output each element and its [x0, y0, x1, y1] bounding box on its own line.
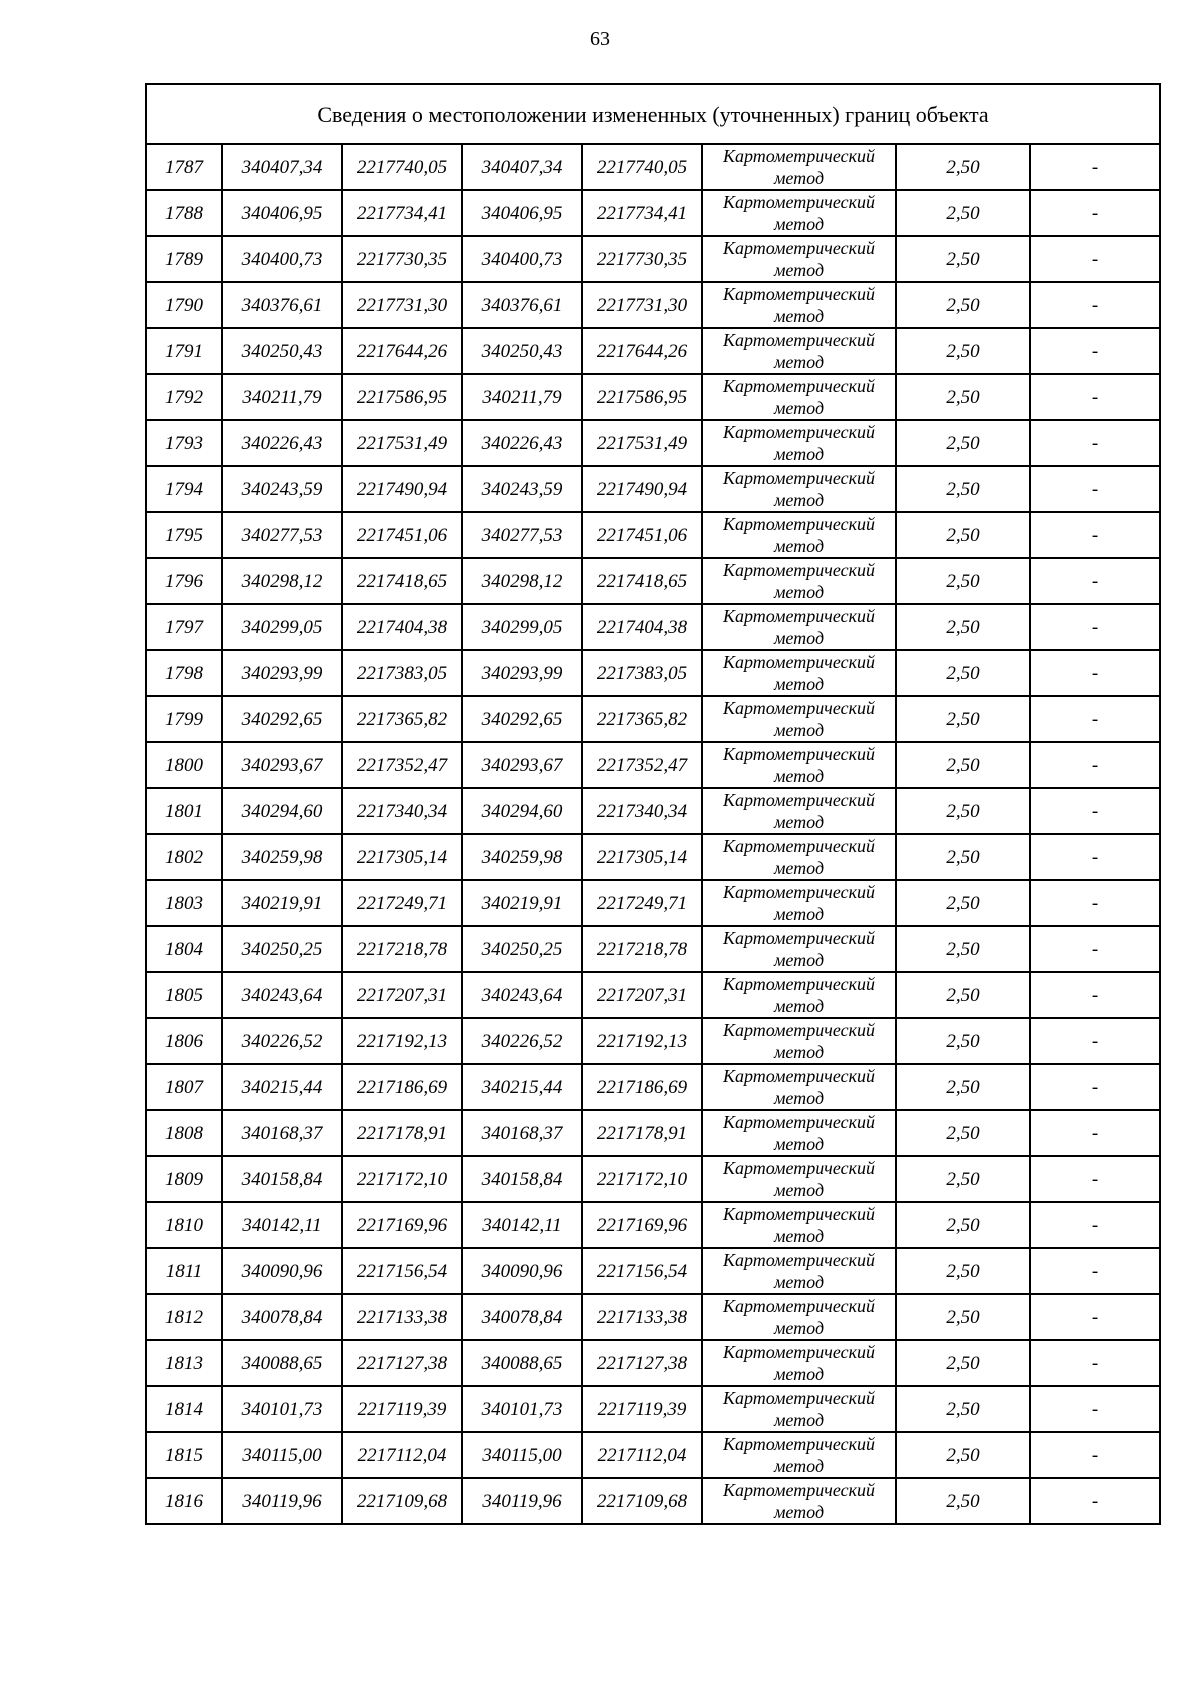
- table-row: [146, 1294, 1160, 1340]
- cell-x-new: 340119,96: [462, 1478, 582, 1524]
- cell-method: Картометрический метод: [702, 1248, 896, 1294]
- table-row: [146, 420, 1160, 466]
- cell-y-new: 2217249,71: [582, 880, 702, 926]
- cell-y-old: 2217172,10: [342, 1156, 462, 1202]
- cell-x-old: 340119,96: [222, 1478, 342, 1524]
- cell-y-new: 2217156,54: [582, 1248, 702, 1294]
- cell-x-new: 340168,37: [462, 1110, 582, 1156]
- cell-x-old: 340293,99: [222, 650, 342, 696]
- cell-x-old: 340168,37: [222, 1110, 342, 1156]
- cell-x-new: 340211,79: [462, 374, 582, 420]
- cell-y-new: 2217305,14: [582, 834, 702, 880]
- cell-method: Картометрический метод: [702, 1156, 896, 1202]
- cell-x-new: 340407,34: [462, 144, 582, 190]
- cell-y-old: 2217365,82: [342, 696, 462, 742]
- cell-accuracy: 2,50: [896, 696, 1030, 742]
- cell-method: Картометрический метод: [702, 834, 896, 880]
- cell-point-number: 1813: [146, 1340, 222, 1386]
- cell-method: Картометрический метод: [702, 328, 896, 374]
- table-title: Сведения о местоположении измененных (уточненных) границ объекта: [146, 84, 1160, 144]
- cell-point-number: 1793: [146, 420, 222, 466]
- cell-point-number: 1801: [146, 788, 222, 834]
- cell-x-old: 340088,65: [222, 1340, 342, 1386]
- cell-y-new: 2217172,10: [582, 1156, 702, 1202]
- cell-x-new: 340400,73: [462, 236, 582, 282]
- table-row: [146, 1432, 1160, 1478]
- cell-accuracy: 2,50: [896, 236, 1030, 282]
- cell-method: Картометрический метод: [702, 374, 896, 420]
- cell-note: -: [1030, 1478, 1160, 1524]
- boundary-table-container: [145, 83, 1159, 1525]
- cell-note: -: [1030, 466, 1160, 512]
- cell-accuracy: 2,50: [896, 788, 1030, 834]
- cell-note: -: [1030, 420, 1160, 466]
- cell-accuracy: 2,50: [896, 1340, 1030, 1386]
- cell-x-new: 340078,84: [462, 1294, 582, 1340]
- table-row: [146, 282, 1160, 328]
- cell-point-number: 1816: [146, 1478, 222, 1524]
- cell-y-old: 2217740,05: [342, 144, 462, 190]
- cell-x-old: 340407,34: [222, 144, 342, 190]
- cell-x-new: 340376,61: [462, 282, 582, 328]
- cell-y-new: 2217340,34: [582, 788, 702, 834]
- cell-x-old: 340078,84: [222, 1294, 342, 1340]
- cell-point-number: 1787: [146, 144, 222, 190]
- cell-x-old: 340299,05: [222, 604, 342, 650]
- cell-method: Картометрический метод: [702, 650, 896, 696]
- cell-method: Картометрический метод: [702, 512, 896, 558]
- cell-point-number: 1798: [146, 650, 222, 696]
- cell-accuracy: 2,50: [896, 1248, 1030, 1294]
- cell-accuracy: 2,50: [896, 374, 1030, 420]
- cell-note: -: [1030, 788, 1160, 834]
- cell-y-old: 2217731,30: [342, 282, 462, 328]
- table-row: [146, 1478, 1160, 1524]
- cell-x-old: 340277,53: [222, 512, 342, 558]
- cell-y-old: 2217186,69: [342, 1064, 462, 1110]
- cell-x-new: 340088,65: [462, 1340, 582, 1386]
- cell-note: -: [1030, 1110, 1160, 1156]
- table-row: [146, 558, 1160, 604]
- cell-y-old: 2217249,71: [342, 880, 462, 926]
- cell-method: Картометрический метод: [702, 696, 896, 742]
- cell-y-new: 2217531,49: [582, 420, 702, 466]
- cell-method: Картометрический метод: [702, 282, 896, 328]
- cell-y-old: 2217305,14: [342, 834, 462, 880]
- cell-method: Картометрический метод: [702, 880, 896, 926]
- cell-accuracy: 2,50: [896, 1294, 1030, 1340]
- cell-x-old: 340226,52: [222, 1018, 342, 1064]
- cell-note: -: [1030, 834, 1160, 880]
- table-row: [146, 512, 1160, 558]
- cell-x-old: 340090,96: [222, 1248, 342, 1294]
- cell-x-new: 340226,43: [462, 420, 582, 466]
- cell-x-new: 340090,96: [462, 1248, 582, 1294]
- cell-y-new: 2217169,96: [582, 1202, 702, 1248]
- table-row: [146, 604, 1160, 650]
- cell-y-old: 2217531,49: [342, 420, 462, 466]
- page-number: 63: [590, 28, 610, 50]
- cell-y-new: 2217451,06: [582, 512, 702, 558]
- table-title-row: [146, 84, 1160, 144]
- cell-x-new: 340243,59: [462, 466, 582, 512]
- cell-note: -: [1030, 880, 1160, 926]
- boundary-table: [145, 83, 1161, 1525]
- cell-note: -: [1030, 1432, 1160, 1478]
- cell-y-old: 2217119,39: [342, 1386, 462, 1432]
- cell-x-new: 340226,52: [462, 1018, 582, 1064]
- cell-x-old: 340376,61: [222, 282, 342, 328]
- cell-note: -: [1030, 558, 1160, 604]
- cell-y-new: 2217218,78: [582, 926, 702, 972]
- cell-note: -: [1030, 926, 1160, 972]
- cell-accuracy: 2,50: [896, 1110, 1030, 1156]
- cell-x-new: 340215,44: [462, 1064, 582, 1110]
- table-body: [146, 144, 1160, 1524]
- cell-accuracy: 2,50: [896, 558, 1030, 604]
- table-row: [146, 190, 1160, 236]
- cell-accuracy: 2,50: [896, 650, 1030, 696]
- cell-x-old: 340215,44: [222, 1064, 342, 1110]
- cell-accuracy: 2,50: [896, 1018, 1030, 1064]
- cell-x-new: 340293,99: [462, 650, 582, 696]
- cell-point-number: 1808: [146, 1110, 222, 1156]
- cell-y-new: 2217586,95: [582, 374, 702, 420]
- table-row: [146, 650, 1160, 696]
- cell-point-number: 1799: [146, 696, 222, 742]
- cell-point-number: 1790: [146, 282, 222, 328]
- cell-y-old: 2217133,38: [342, 1294, 462, 1340]
- table-row: [146, 328, 1160, 374]
- cell-x-new: 340294,60: [462, 788, 582, 834]
- cell-note: -: [1030, 650, 1160, 696]
- table-row: [146, 236, 1160, 282]
- cell-point-number: 1814: [146, 1386, 222, 1432]
- table-row: [146, 742, 1160, 788]
- cell-y-old: 2217586,95: [342, 374, 462, 420]
- cell-x-new: 340158,84: [462, 1156, 582, 1202]
- cell-accuracy: 2,50: [896, 742, 1030, 788]
- cell-method: Картометрический метод: [702, 1432, 896, 1478]
- cell-y-new: 2217207,31: [582, 972, 702, 1018]
- cell-point-number: 1810: [146, 1202, 222, 1248]
- cell-x-new: 340142,11: [462, 1202, 582, 1248]
- cell-x-old: 340101,73: [222, 1386, 342, 1432]
- cell-x-old: 340226,43: [222, 420, 342, 466]
- cell-y-new: 2217734,41: [582, 190, 702, 236]
- cell-point-number: 1812: [146, 1294, 222, 1340]
- cell-x-old: 340243,59: [222, 466, 342, 512]
- cell-note: -: [1030, 1156, 1160, 1202]
- cell-x-old: 340243,64: [222, 972, 342, 1018]
- cell-method: Картометрический метод: [702, 1064, 896, 1110]
- cell-method: Картометрический метод: [702, 558, 896, 604]
- cell-note: -: [1030, 1018, 1160, 1064]
- cell-note: -: [1030, 1248, 1160, 1294]
- cell-method: Картометрический метод: [702, 926, 896, 972]
- cell-method: Картометрический метод: [702, 972, 896, 1018]
- cell-point-number: 1788: [146, 190, 222, 236]
- cell-x-new: 340299,05: [462, 604, 582, 650]
- cell-x-new: 340250,43: [462, 328, 582, 374]
- cell-accuracy: 2,50: [896, 1202, 1030, 1248]
- cell-y-old: 2217340,34: [342, 788, 462, 834]
- cell-y-old: 2217383,05: [342, 650, 462, 696]
- cell-method: Картометрический метод: [702, 236, 896, 282]
- cell-method: Картометрический метод: [702, 1478, 896, 1524]
- cell-x-old: 340259,98: [222, 834, 342, 880]
- cell-note: -: [1030, 604, 1160, 650]
- cell-y-new: 2217186,69: [582, 1064, 702, 1110]
- cell-x-new: 340292,65: [462, 696, 582, 742]
- cell-note: -: [1030, 1340, 1160, 1386]
- table-row: [146, 1110, 1160, 1156]
- cell-point-number: 1804: [146, 926, 222, 972]
- cell-y-new: 2217383,05: [582, 650, 702, 696]
- cell-x-new: 340259,98: [462, 834, 582, 880]
- cell-y-old: 2217451,06: [342, 512, 462, 558]
- cell-note: -: [1030, 190, 1160, 236]
- cell-x-old: 340406,95: [222, 190, 342, 236]
- cell-x-new: 340243,64: [462, 972, 582, 1018]
- cell-method: Картометрический метод: [702, 420, 896, 466]
- cell-y-new: 2217404,38: [582, 604, 702, 650]
- cell-y-old: 2217207,31: [342, 972, 462, 1018]
- cell-y-new: 2217119,39: [582, 1386, 702, 1432]
- table-row: [146, 880, 1160, 926]
- cell-y-old: 2217112,04: [342, 1432, 462, 1478]
- cell-method: Картометрический метод: [702, 604, 896, 650]
- table-row: [146, 1202, 1160, 1248]
- cell-x-new: 340115,00: [462, 1432, 582, 1478]
- cell-y-new: 2217418,65: [582, 558, 702, 604]
- cell-accuracy: 2,50: [896, 420, 1030, 466]
- cell-y-new: 2217127,38: [582, 1340, 702, 1386]
- cell-point-number: 1807: [146, 1064, 222, 1110]
- cell-note: -: [1030, 236, 1160, 282]
- cell-method: Картометрический метод: [702, 1386, 896, 1432]
- table-row: [146, 144, 1160, 190]
- cell-y-old: 2217109,68: [342, 1478, 462, 1524]
- cell-accuracy: 2,50: [896, 880, 1030, 926]
- cell-y-old: 2217178,91: [342, 1110, 462, 1156]
- cell-y-new: 2217352,47: [582, 742, 702, 788]
- cell-y-new: 2217178,91: [582, 1110, 702, 1156]
- cell-x-old: 340400,73: [222, 236, 342, 282]
- cell-point-number: 1802: [146, 834, 222, 880]
- cell-point-number: 1795: [146, 512, 222, 558]
- cell-x-old: 340142,11: [222, 1202, 342, 1248]
- cell-method: Картометрический метод: [702, 1202, 896, 1248]
- table-row: [146, 696, 1160, 742]
- cell-method: Картометрический метод: [702, 466, 896, 512]
- cell-y-old: 2217404,38: [342, 604, 462, 650]
- cell-point-number: 1805: [146, 972, 222, 1018]
- cell-method: Картометрический метод: [702, 190, 896, 236]
- cell-x-new: 340298,12: [462, 558, 582, 604]
- cell-method: Картометрический метод: [702, 1110, 896, 1156]
- table-row: [146, 926, 1160, 972]
- cell-accuracy: 2,50: [896, 1064, 1030, 1110]
- cell-accuracy: 2,50: [896, 512, 1030, 558]
- cell-accuracy: 2,50: [896, 1156, 1030, 1202]
- cell-x-new: 340406,95: [462, 190, 582, 236]
- table-row: [146, 1248, 1160, 1294]
- table-row: [146, 1156, 1160, 1202]
- cell-y-old: 2217734,41: [342, 190, 462, 236]
- cell-note: -: [1030, 374, 1160, 420]
- cell-method: Картометрический метод: [702, 144, 896, 190]
- cell-point-number: 1811: [146, 1248, 222, 1294]
- cell-note: -: [1030, 742, 1160, 788]
- cell-y-new: 2217109,68: [582, 1478, 702, 1524]
- cell-y-new: 2217490,94: [582, 466, 702, 512]
- table-row: [146, 834, 1160, 880]
- cell-x-new: 340101,73: [462, 1386, 582, 1432]
- cell-note: -: [1030, 972, 1160, 1018]
- cell-x-old: 340298,12: [222, 558, 342, 604]
- table-row: [146, 788, 1160, 834]
- cell-y-new: 2217730,35: [582, 236, 702, 282]
- cell-note: -: [1030, 696, 1160, 742]
- cell-x-old: 340158,84: [222, 1156, 342, 1202]
- cell-y-old: 2217644,26: [342, 328, 462, 374]
- cell-y-old: 2217490,94: [342, 466, 462, 512]
- cell-point-number: 1803: [146, 880, 222, 926]
- cell-accuracy: 2,50: [896, 1478, 1030, 1524]
- cell-y-old: 2217418,65: [342, 558, 462, 604]
- table-row: [146, 1018, 1160, 1064]
- cell-y-old: 2217156,54: [342, 1248, 462, 1294]
- cell-x-old: 340293,67: [222, 742, 342, 788]
- cell-point-number: 1797: [146, 604, 222, 650]
- cell-y-new: 2217740,05: [582, 144, 702, 190]
- cell-accuracy: 2,50: [896, 972, 1030, 1018]
- table-row: [146, 1340, 1160, 1386]
- cell-accuracy: 2,50: [896, 926, 1030, 972]
- cell-x-old: 340219,91: [222, 880, 342, 926]
- cell-x-old: 340211,79: [222, 374, 342, 420]
- table-row: [146, 1386, 1160, 1432]
- cell-x-new: 340293,67: [462, 742, 582, 788]
- cell-method: Картометрический метод: [702, 1340, 896, 1386]
- cell-note: -: [1030, 512, 1160, 558]
- cell-point-number: 1791: [146, 328, 222, 374]
- cell-point-number: 1792: [146, 374, 222, 420]
- cell-x-old: 340250,25: [222, 926, 342, 972]
- cell-accuracy: 2,50: [896, 1432, 1030, 1478]
- cell-note: -: [1030, 328, 1160, 374]
- cell-point-number: 1809: [146, 1156, 222, 1202]
- table-row: [146, 1064, 1160, 1110]
- cell-note: -: [1030, 282, 1160, 328]
- cell-note: -: [1030, 1064, 1160, 1110]
- cell-accuracy: 2,50: [896, 604, 1030, 650]
- cell-note: -: [1030, 1202, 1160, 1248]
- cell-accuracy: 2,50: [896, 466, 1030, 512]
- cell-method: Картометрический метод: [702, 788, 896, 834]
- cell-accuracy: 2,50: [896, 328, 1030, 374]
- cell-y-new: 2217644,26: [582, 328, 702, 374]
- cell-y-old: 2217127,38: [342, 1340, 462, 1386]
- cell-note: -: [1030, 144, 1160, 190]
- cell-y-new: 2217192,13: [582, 1018, 702, 1064]
- cell-point-number: 1800: [146, 742, 222, 788]
- cell-note: -: [1030, 1386, 1160, 1432]
- cell-point-number: 1794: [146, 466, 222, 512]
- cell-accuracy: 2,50: [896, 282, 1030, 328]
- cell-note: -: [1030, 1294, 1160, 1340]
- cell-x-old: 340294,60: [222, 788, 342, 834]
- cell-y-old: 2217169,96: [342, 1202, 462, 1248]
- cell-y-new: 2217133,38: [582, 1294, 702, 1340]
- cell-y-old: 2217730,35: [342, 236, 462, 282]
- cell-accuracy: 2,50: [896, 190, 1030, 236]
- cell-x-old: 340115,00: [222, 1432, 342, 1478]
- cell-accuracy: 2,50: [896, 144, 1030, 190]
- cell-x-new: 340250,25: [462, 926, 582, 972]
- cell-point-number: 1796: [146, 558, 222, 604]
- cell-y-old: 2217352,47: [342, 742, 462, 788]
- cell-y-old: 2217218,78: [342, 926, 462, 972]
- cell-x-old: 340250,43: [222, 328, 342, 374]
- cell-accuracy: 2,50: [896, 1386, 1030, 1432]
- cell-x-old: 340292,65: [222, 696, 342, 742]
- cell-point-number: 1789: [146, 236, 222, 282]
- table-row: [146, 466, 1160, 512]
- cell-x-new: 340219,91: [462, 880, 582, 926]
- table-row: [146, 972, 1160, 1018]
- cell-y-new: 2217731,30: [582, 282, 702, 328]
- cell-point-number: 1815: [146, 1432, 222, 1478]
- cell-y-new: 2217365,82: [582, 696, 702, 742]
- cell-method: Картометрический метод: [702, 1294, 896, 1340]
- cell-method: Картометрический метод: [702, 1018, 896, 1064]
- table-row: [146, 374, 1160, 420]
- cell-y-old: 2217192,13: [342, 1018, 462, 1064]
- cell-y-new: 2217112,04: [582, 1432, 702, 1478]
- cell-accuracy: 2,50: [896, 834, 1030, 880]
- cell-x-new: 340277,53: [462, 512, 582, 558]
- cell-method: Картометрический метод: [702, 742, 896, 788]
- cell-point-number: 1806: [146, 1018, 222, 1064]
